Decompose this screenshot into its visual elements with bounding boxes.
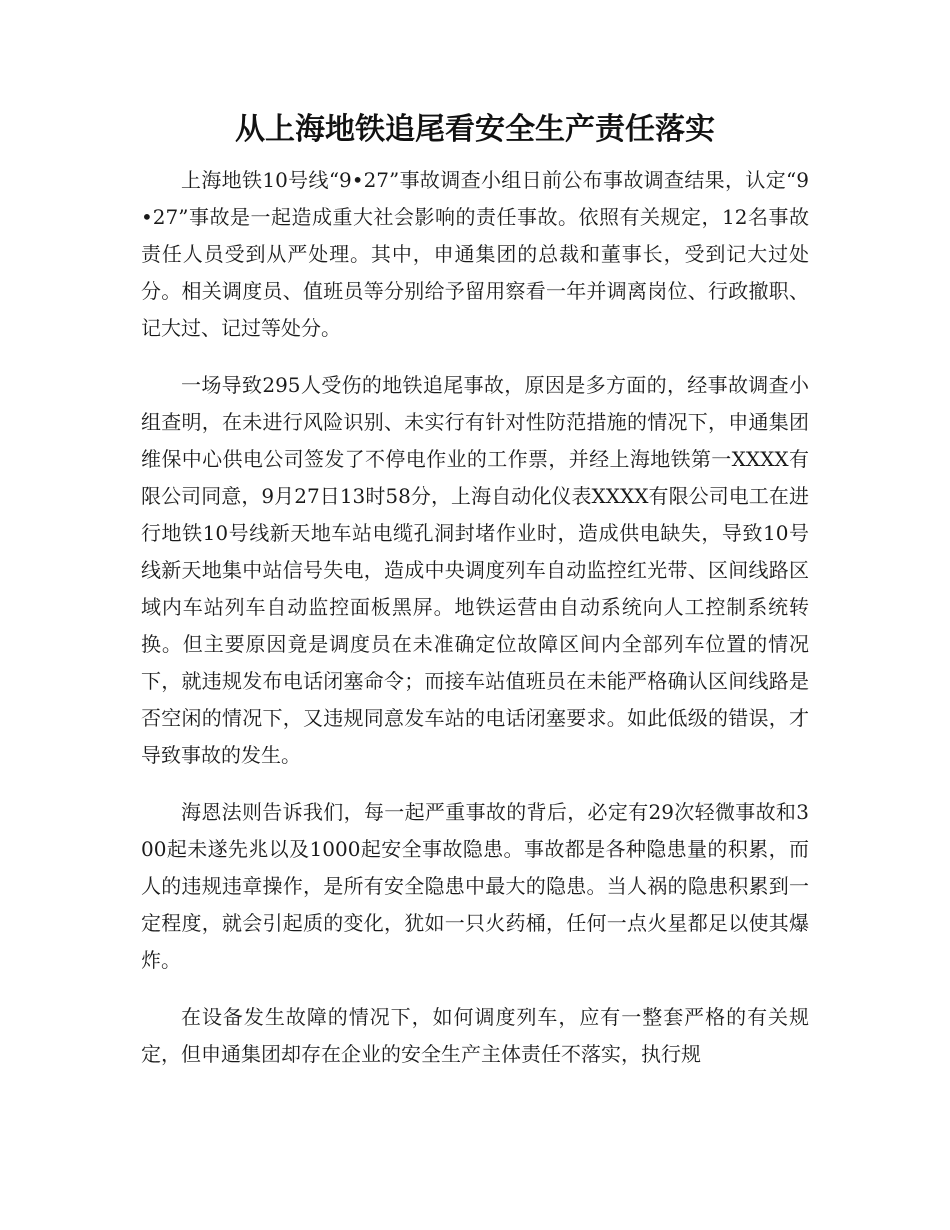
document-title: 从上海地铁追尾看安全生产责任落实 [235, 112, 715, 147]
paragraph-1: 上海地铁10号线“9•27”事故调查小组日前公布事故调查结果，认定“9•27”事故是一起造成重大社会影响的责任事故。依照有关规定，12名事故责任人员受到从严处理。其中，申通集团的总裁和董事长，受到记大过处分。相关调度员、值班员等分别给予留用察看一年并调离岗位、行政撤职、记大过、记过等处分。 [141, 168, 809, 340]
document-body [141, 162, 809, 1093]
paragraph-4: 在设备发生故障的情况下，如何调度列车，应有一整套严格的有关规定，但申通集团却存在企业的安全生产主体责任不落实，执行规 [141, 1005, 809, 1066]
paragraph-3: 海恩法则告诉我们，每一起严重事故的背后，必定有29次轻微事故和300起未遂先兆以及1000起安全事故隐患。事故都是各种隐患量的积累，而人的违规违章操作，是所有安全隐患中最大的隐患。当人祸的隐患积累到一定程度，就会引起质的变化，犹如一只火药桶，任何一点火星都足以使其爆炸。 [141, 800, 809, 972]
paragraph-2: 一场导致295人受伤的地铁追尾事故，原因是多方面的，经事故调查小组查明，在未进行风险识别、未实行有针对性防范措施的情况下，申通集团维保中心供电公司签发了不停电作业的工作票，并经上海地铁第一XXXX有限公司同意，9月27日13时58分，上海自动化仪表XXXX有限公司电工在进行地铁10号线新天地车站电缆孔洞封堵作业时，造成供电缺失，导致10号线新天地集中站信号失电，造成中央调度列车自动监控红光带、区间线路区域内车站列车自动监控面板黑屏。地铁运营由自动系统向人工控制系统转换。但主要原因竟是调度员在未准确定位故障区间内全部列车位置的情况下，就违规发布电话闭塞命令；而接车站值班员在未能严格确认区间线路是否空闲的情况下，又违规同意发车站的电话闭塞要求。如此低级的错误，才导致事故的发生。 [141, 373, 809, 767]
